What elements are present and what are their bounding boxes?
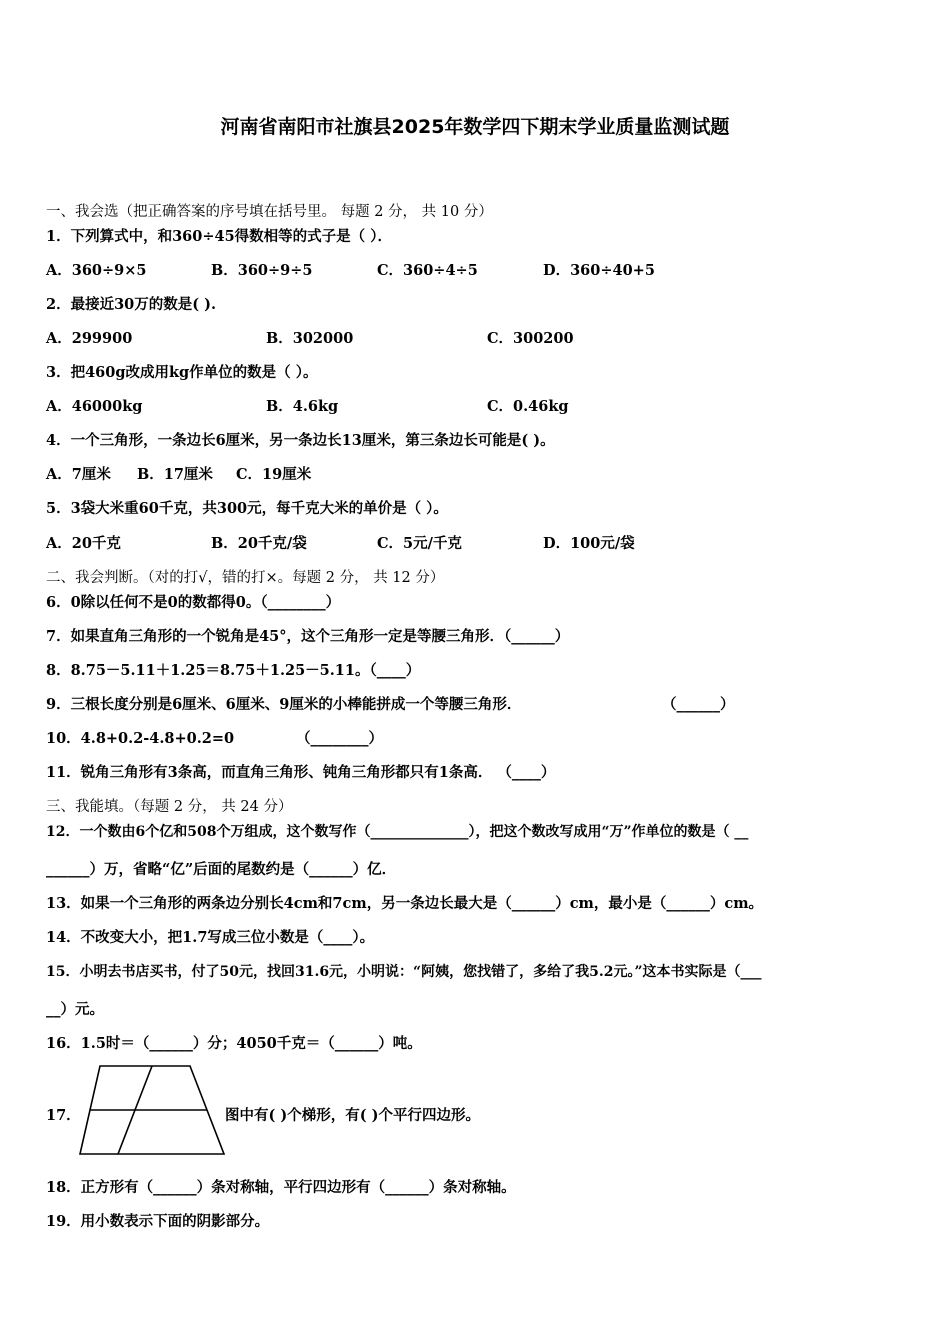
question-10-blank: （________）: [296, 730, 383, 747]
question-13: 13．如果一个三角形的两条边分别长4cm和7cm，另一条边长最大是（______）cm，最小是（______）cm。: [46, 895, 764, 912]
question-9-blank: （______）: [662, 696, 735, 713]
q4-option-c: C．19厘米: [236, 466, 312, 483]
q1-option-a: A．360÷9×5: [46, 262, 147, 279]
question-17-number: 17．: [46, 1107, 81, 1124]
q3-option-b: B．4.6kg: [266, 398, 339, 415]
q5-option-b: B．20千克/袋: [211, 535, 307, 552]
question-9: 9．三根长度分别是6厘米、6厘米、9厘米的小棒能拼成一个等腰三角形．: [46, 696, 522, 713]
question-15-line-2: __）元。: [46, 1001, 104, 1018]
page-title: 河南省南阳市社旗县2025年数学四下期末学业质量监测试题: [220, 116, 730, 138]
section-1-heading: 一、我会选（把正确答案的序号填在括号里。 每题 2 分， 共 10 分）: [46, 204, 493, 220]
q3-option-a: A．46000kg: [46, 398, 143, 415]
q3-option-c: C．0.46kg: [487, 398, 569, 415]
question-8: 8．8.75－5.11＋1.25＝8.75＋1.25－5.11。（____）: [46, 662, 421, 679]
question-4: 4．一个三角形，一条边长6厘米，另一条边长13厘米，第三条边长可能是( )。: [46, 432, 555, 449]
question-1: 1．下列算式中，和360÷45得数相等的式子是（ ）．: [46, 228, 392, 245]
q4-option-a: A．7厘米: [46, 466, 111, 483]
question-12-line-2: ______）万，省略“亿”后面的尾数约是（______）亿．: [46, 861, 397, 878]
section-3-heading: 三、我能填。（每题 2 分， 共 24 分）: [46, 799, 293, 815]
q2-option-a: A．299900: [46, 330, 133, 347]
q5-option-a: A．20千克: [46, 535, 121, 552]
q5-option-d: D．100元/袋: [543, 535, 635, 552]
question-19: 19．用小数表示下面的阴影部分。: [46, 1213, 270, 1230]
question-17-text: 图中有( )个梯形，有( )个平行四边形。: [225, 1107, 481, 1124]
trapezoid-figure: [78, 1064, 226, 1160]
question-12-line-1: 12．一个数由6个亿和508个万组成，这个数写作（______________），把这个数改写成用“万”作单位的数是（ __: [46, 824, 749, 840]
question-15-line-1: 15．小明去书店买书，付了50元，找回31.6元，小明说：“阿姨，您找错了，多给了我5.2元。”这本书实际是（___: [46, 964, 762, 980]
question-7: 7．如果直角三角形的一个锐角是45°，这个三角形一定是等腰三角形．（______）: [46, 628, 570, 645]
question-3: 3．把460g改成用kg作单位的数是（ ）。: [46, 364, 318, 381]
question-14: 14．不改变大小，把1.7写成三位小数是（____）。: [46, 929, 375, 946]
question-18: 18．正方形有（______）条对称轴，平行四边形有（______）条对称轴。: [46, 1179, 516, 1196]
q1-option-c: C．360÷4÷5: [377, 262, 478, 279]
question-11: 11．锐角三角形有3条高，而直角三角形、钝角三角形都只有1条高． （____）: [46, 764, 556, 781]
question-10: 10．4.8+0.2-4.8+0.2=0: [46, 730, 235, 747]
q1-option-b: B．360÷9÷5: [211, 262, 313, 279]
q1-option-d: D．360÷40+5: [543, 262, 655, 279]
q4-option-b: B．17厘米: [137, 466, 213, 483]
question-6: 6．0除以任何不是0的数都得0。（________）: [46, 594, 341, 611]
question-5: 5．3袋大米重60千克，共300元，每千克大米的单价是（ ）。: [46, 500, 448, 517]
section-2-heading: 二、我会判断。（对的打√，错的打×。每题 2 分， 共 12 分）: [46, 570, 445, 586]
question-2: 2．最接近30万的数是( ).: [46, 296, 217, 313]
question-16: 16．1.5时＝（______）分；4050千克＝（______）吨。: [46, 1035, 422, 1052]
q2-option-c: C．300200: [487, 330, 574, 347]
q2-option-b: B．302000: [266, 330, 354, 347]
q5-option-c: C．5元/千克: [377, 535, 462, 552]
